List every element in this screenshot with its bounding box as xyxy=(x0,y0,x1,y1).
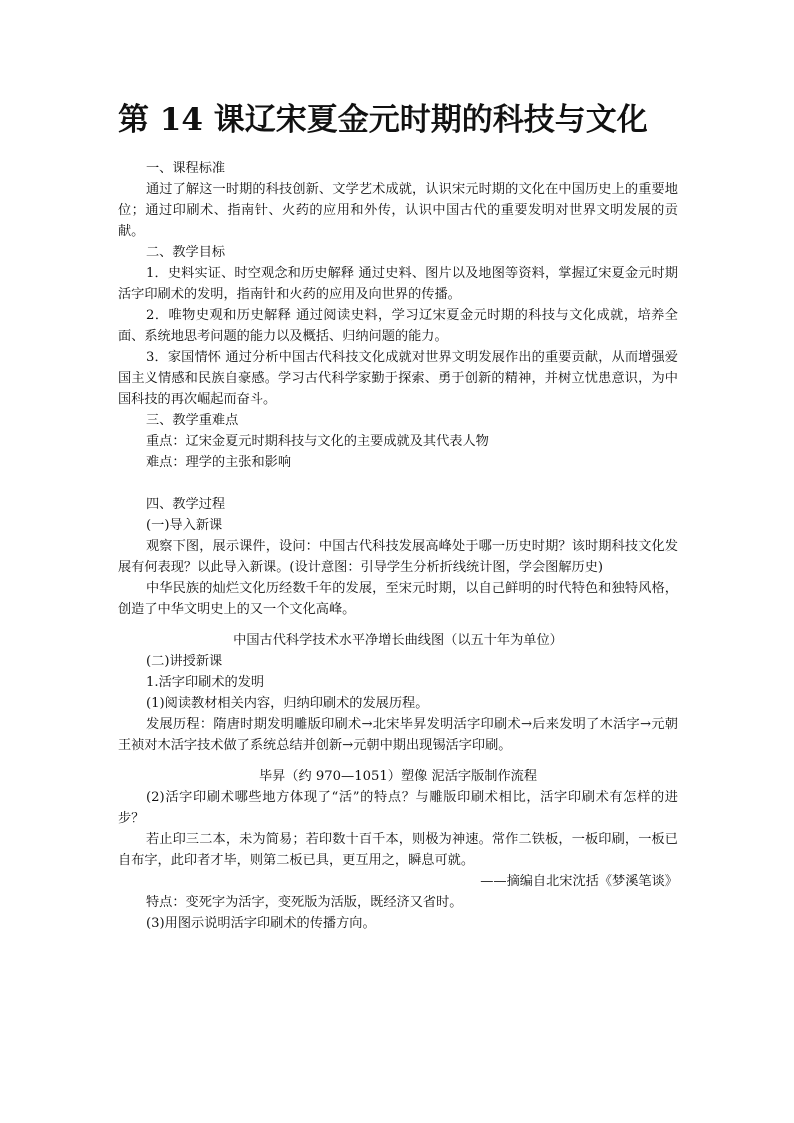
spacer xyxy=(118,756,678,766)
standards-paragraph: 通过了解这一时期的科技创新、文学艺术成就，认识宋元时期的文化在中国历史上的重要地位；通过印刷术、指南针、火药的应用和外传，认识中国古代的重要发明对世界文明发展的贡献。 xyxy=(118,182,678,239)
section-heading-goals: 二、教学目标 xyxy=(146,245,226,260)
question-3: (3)用图示说明活字印刷术的传播方向。 xyxy=(146,916,376,931)
intro-paragraph-2: 中华民族的灿烂文化历经数千年的发展，至宋元时期，以自己鲜明的时代特色和独特风格，创造了中华文明史上的又一个文化高峰。 xyxy=(118,581,678,617)
development-history: 发展历程：隋唐时期发明雕版印刷术→北宋毕昇发明活字印刷术→后来发明了木活字→元朝王祯对木活字技术做了系统总结并创新→元朝中期出现锡活字印刷。 xyxy=(118,717,678,753)
topic-1-heading: 1.活字印刷术的发明 xyxy=(146,675,265,690)
question-1: (1)阅读教材相关内容，归纳印刷术的发展历程。 xyxy=(146,696,429,711)
chart-caption: 中国古代科学技术水平净增长曲线图（以五十年为单位） xyxy=(233,633,563,648)
feature-summary: 特点：变死字为活字，变死版为活版，既经济又省时。 xyxy=(146,895,463,910)
new-lesson-heading: (二)讲授新课 xyxy=(146,654,223,669)
goal-3: 3．家国情怀 通过分析中国古代科技文化成就对世界文明发展作出的重要贡献，从而增强爱国主义情感和民族自豪感。学习古代科学家勤于探索、勇于创新的精神，并树立忧患意识，为中国科技的再次崛起而奋斗。 xyxy=(118,350,678,407)
section-heading-process: 四、教学过程 xyxy=(146,497,226,512)
historical-quote: 若止印三二本，未为简易；若印数十百千本，则极为神速。常作二铁板，一板印刷，一板已自布字，此印者才毕，则第二板已具，更互用之，瞬息可就。 xyxy=(118,832,678,868)
goal-1: 1．史料实证、时空观念和历史解释 通过史料、图片以及地图等资料，掌握辽宋夏金元时期活字印刷术的发明，指南针和火药的应用及向世界的传播。 xyxy=(118,266,678,302)
section-heading-standards: 一、课程标准 xyxy=(146,161,226,176)
spacer xyxy=(118,473,678,494)
images-caption: 毕昇（约 970—1051）塑像 泥活字版制作流程 xyxy=(258,769,538,784)
key-point: 重点：辽宋金夏元时期科技与文化的主要成就及其代表人物 xyxy=(146,434,489,449)
quote-source: ——摘编自北宋沈括《梦溪笔谈》 xyxy=(480,874,678,889)
intro-paragraph-1: 观察下图，展示课件，设问：中国古代科技发展高峰处于哪一历史时期？该时期科技文化发展有何表现？以此导入新课。(设计意图：引导学生分析折线统计图，学会图解历史) xyxy=(118,539,678,575)
section-heading-key-points: 三、教学重难点 xyxy=(146,413,239,428)
document-page xyxy=(118,100,678,934)
spacer xyxy=(118,620,678,630)
intro-heading: (一)导入新课 xyxy=(146,518,223,533)
lesson-title: 第 14 课辽宋夏金元时期的科技与文化 xyxy=(118,102,648,138)
difficult-point: 难点：理学的主张和影响 xyxy=(146,455,292,470)
question-2: (2)活字印刷术哪些地方体现了“活”的特点？与雕版印刷术相比，活字印刷术有怎样的进步？ xyxy=(118,790,678,826)
goal-2: 2．唯物史观和历史解释 通过阅读史料，学习辽宋夏金元时期的科技与文化成就，培养全面、系统地思考问题的能力以及概括、归纳问题的能力。 xyxy=(118,308,678,344)
